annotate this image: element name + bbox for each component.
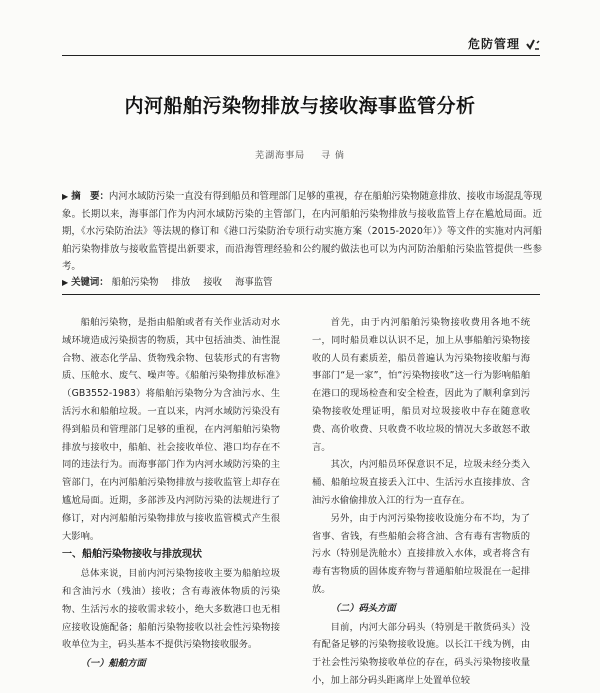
left-column bbox=[62, 314, 280, 674]
header-rule bbox=[62, 55, 540, 56]
bullet-triangle-icon: ▶ bbox=[62, 278, 69, 287]
keywords-label: 关键词： bbox=[71, 277, 109, 288]
author-name: 寻 倘 bbox=[321, 151, 345, 161]
keyword: 排放 bbox=[171, 277, 191, 288]
abstract-label: 摘 要： bbox=[71, 191, 109, 202]
paragraph: 另外，由于内河污染物接收设施分布不均，为了省事、省钱，有些船舶会将含油、含有毒有害物质的污水（特别是洗舱水）直接排放入水体，或者将含有毒有害物质的固体废弃物与普通船舶垃圾混在一起排放。 bbox=[312, 512, 530, 595]
paragraph: 总体来说，目前内河污染物接收主要为船舶垃圾和含油污水（残油）接收；含有毒液体物质的污染物、生活污水的接收需求较小，绝大多数港口也无相应接收设施配备；船舶污染物接收以社会性污染物接收单位为主，码头基本不提供污染物接收服务。 bbox=[62, 568, 280, 651]
bullet-triangle-icon: ▶ bbox=[62, 192, 69, 201]
author-line bbox=[0, 148, 600, 161]
abstract bbox=[62, 188, 542, 276]
abstract-rule bbox=[62, 294, 540, 295]
abstract-text: 内河水域防污染一直没有得到船员和管理部门足够的重视，存在船舶污染物随意排放、接收市场混乱等现象。长期以来，海事部门作为内河水域防污染的主管部门，在内河船舶污染物排放与接收监管上存在尴尬局面。近期，《水污染防治法》等法规的修订和《港口污染防治专项行动实施方案（2015-2020年）》等文件的实施对内河船舶污染物排放与接收监管提出新要求，而沿海管理经验和公约履约做法也可以为内河防治船舶污染监管提供一些参考。 bbox=[62, 191, 542, 272]
paragraph: 目前，内河大部分码头（特别是干散货码头）没有配备足够的污染物接收设施。以长江干线为例，由于社会性污染物接收单位的存在，码头污染物接收量小，加上部分码头距离岸上处置单位较 bbox=[312, 621, 530, 686]
author-org: 芜湖海事局 bbox=[255, 151, 306, 161]
paragraph: 首先，由于内河船舶污染物接收费用各地不统一，同时船员难以认识不足，加上从事船舶污染物接收的人员有素质差，船员普遍认为污染物接收船与海事部门“是一家”，怕“污染物接收”这一行为影响船舶在港口的现场检查和安全检查，因此为了顺利拿到污染物接收处理证明，船员对垃圾接收中存在随意收费、高价收费、只收费不收垃圾的情况大多敢怒不敢言。 bbox=[312, 317, 530, 453]
keyword: 船舶污染物 bbox=[111, 277, 159, 288]
section-name: 危防管理 bbox=[467, 37, 520, 51]
subsection-heading: （二）码头方面 bbox=[330, 602, 396, 614]
right-column bbox=[312, 314, 530, 690]
section-header bbox=[468, 35, 540, 52]
article-title: 内河船舶污染物排放与接收海事监管分析 bbox=[124, 95, 476, 117]
subsection-heading: （一）船舶方面 bbox=[80, 658, 146, 670]
keyword: 接收 bbox=[203, 277, 223, 288]
paragraph: 船舶污染物，是指由船舶或者有关作业活动对水域环境造成污染损害的物质，其中包括油类、油性混合物、液态化学品、货物残余物、包装形式的有害物质、压舱水、废气、噪声等。《船舶污染物排放标准》（GB3552-1983）将船舶污染物分为含油污水、生活污水和船舶垃圾。一直以来，内河水域防污染没有得到船员和管理部门足够的重视，在内河船舶污染物排放与接收中，船舶、社会接收单位、港口均存在不同的违法行为。而海事部门作为内河水域防污染的主管部门，在内河船舶污染物排放与接收监管上却存在尴尬局面。近期，多部涉及内河防污染的法规进行了修订，对内河船舶污染物排放与接收监管模式产生很大影响。 bbox=[62, 317, 280, 542]
checkmark-icon bbox=[526, 37, 540, 51]
keyword: 海事监管 bbox=[235, 277, 273, 288]
keywords bbox=[62, 274, 542, 288]
section-heading: 一、船舶污染物接收与排放现状 bbox=[62, 549, 202, 561]
paragraph: 其次，内河船员环保意识不足，垃圾未经分类入桶、船舶垃圾直接丢入江中、生活污水直接排放、含油污水偷偷排放入江的行为一直存在。 bbox=[312, 459, 530, 506]
